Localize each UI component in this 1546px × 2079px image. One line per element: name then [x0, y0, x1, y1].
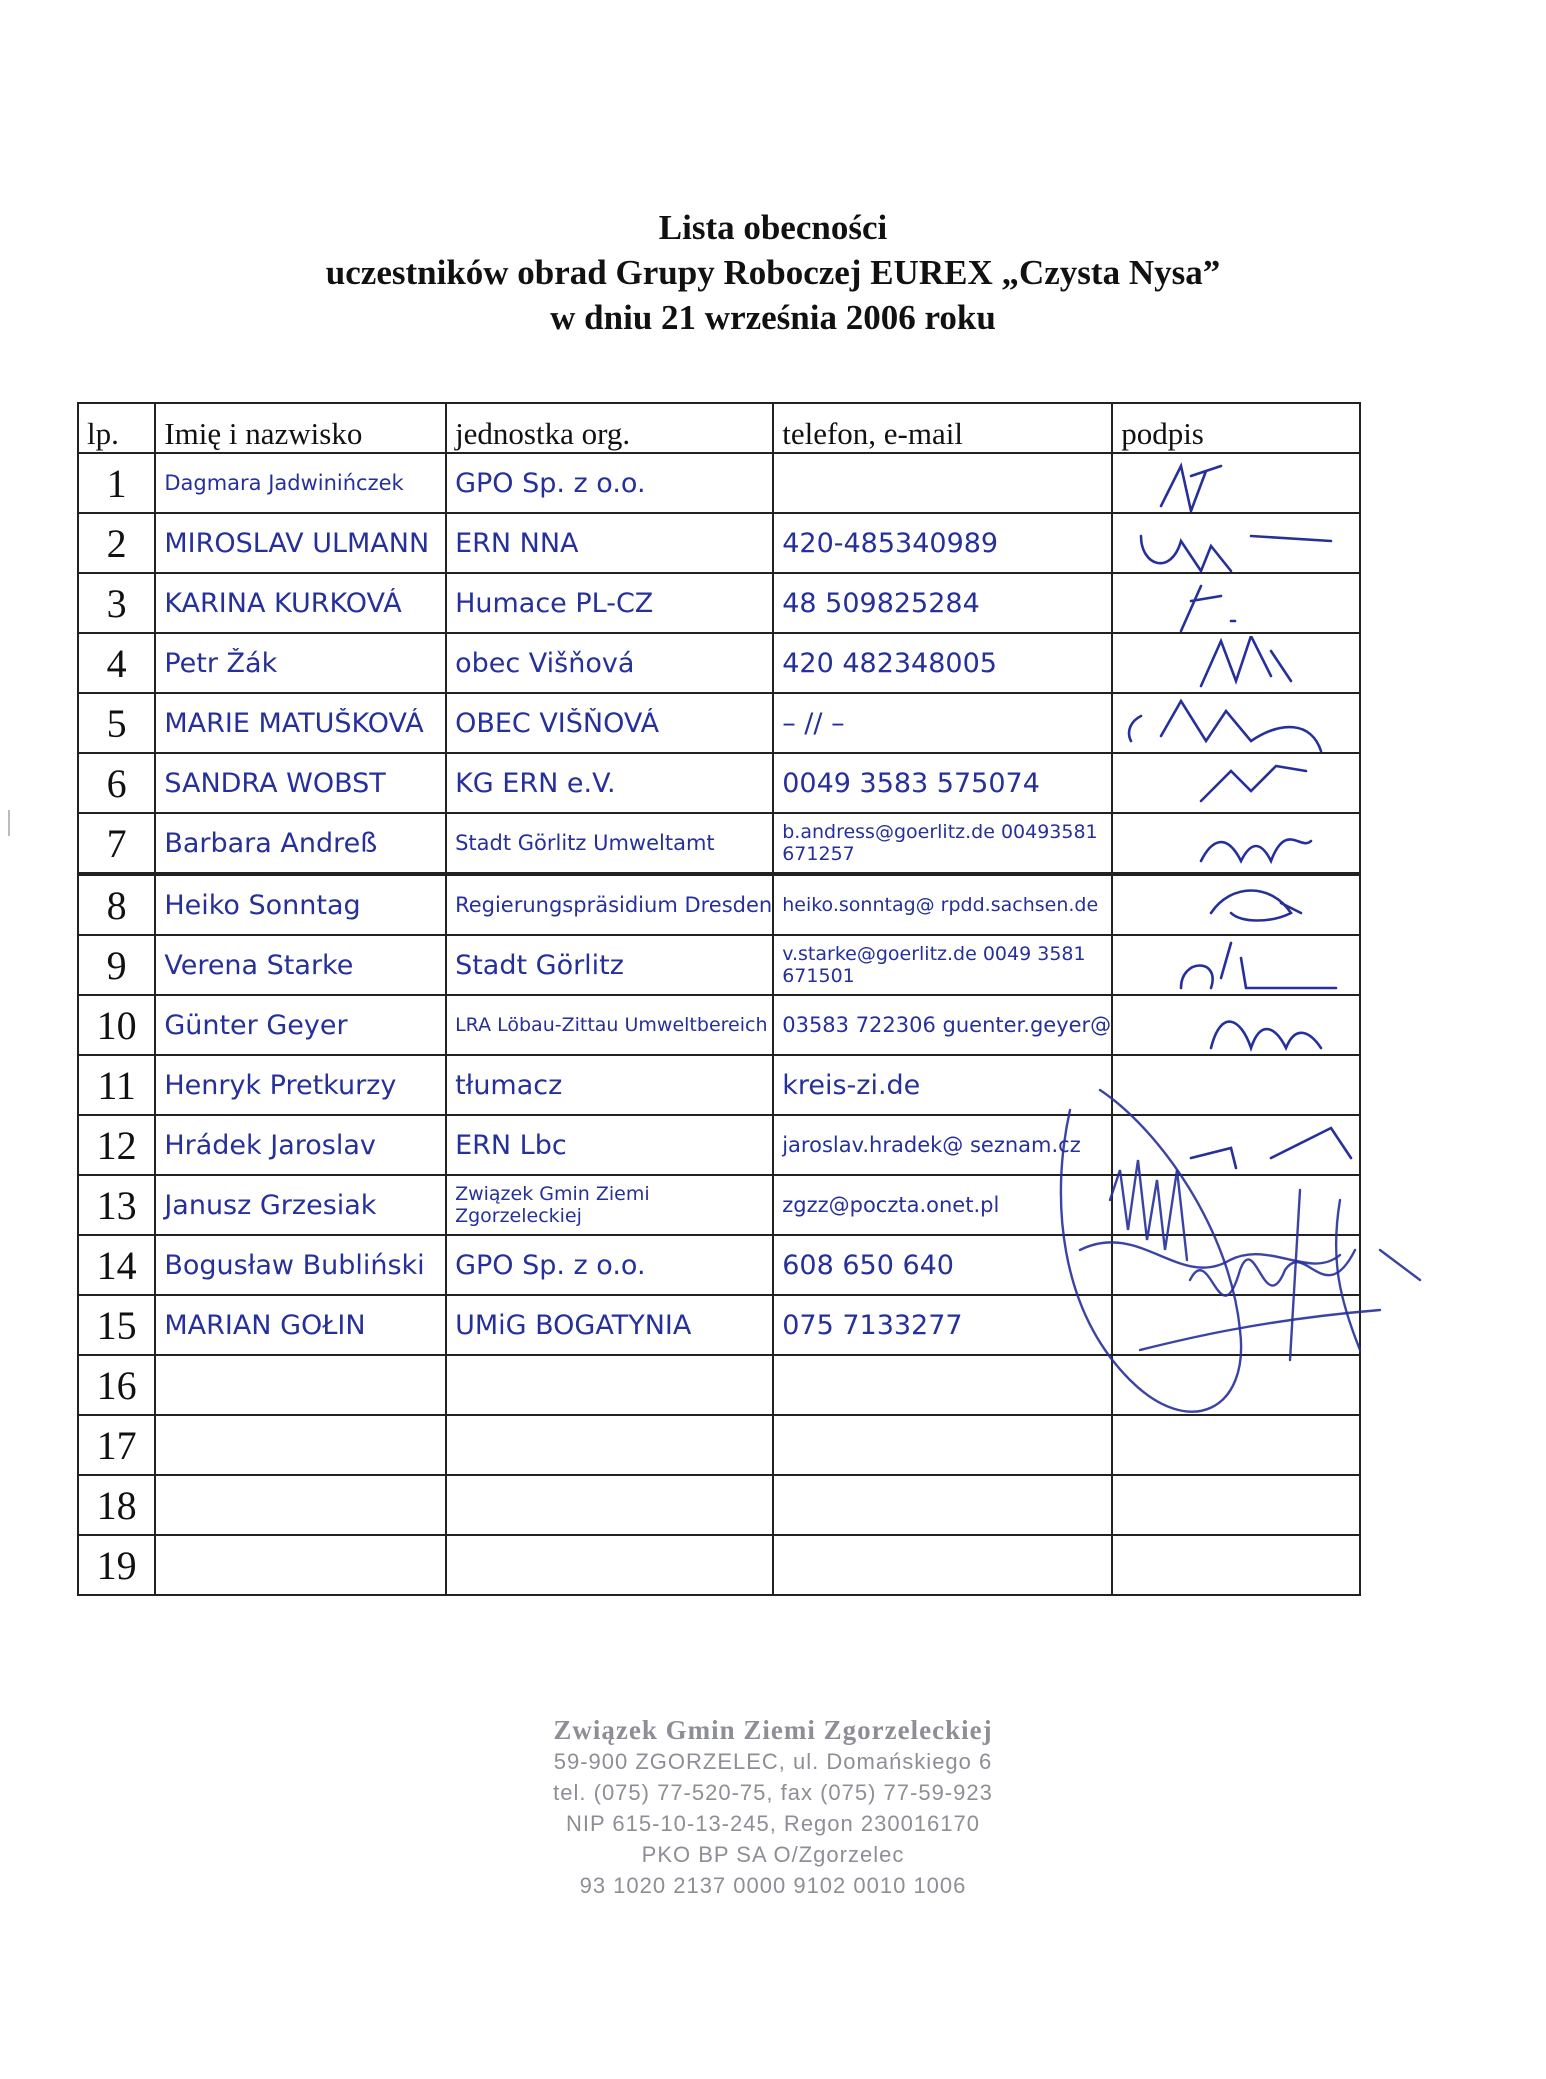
- header-lp: lp.: [78, 403, 155, 453]
- contact-info: b.andress@goerlitz.de 00493581 671257: [782, 821, 1098, 865]
- participant-name-cell: [155, 1475, 446, 1535]
- row-number: 1: [106, 460, 127, 506]
- organization-unit-cell: [446, 1295, 773, 1355]
- row-number-cell: [78, 995, 155, 1055]
- signature-cell: [1112, 453, 1360, 513]
- handwritten-signature: [1121, 696, 1411, 752]
- row-number: 13: [96, 1182, 137, 1228]
- row-number-cell: [78, 1235, 155, 1295]
- participant-name-cell: [155, 935, 446, 995]
- row-number: 14: [96, 1242, 137, 1288]
- contact-info: 0049 3583 575074: [782, 767, 1040, 799]
- row-number-cell: [78, 874, 155, 935]
- contact-info: 608 650 640: [782, 1249, 954, 1281]
- handwritten-signature: [1121, 636, 1411, 692]
- row-number: 10: [96, 1002, 137, 1048]
- table-row: [78, 513, 1360, 573]
- row-number: 11: [97, 1062, 136, 1108]
- participant-name-cell: [155, 513, 446, 573]
- table-row: [78, 935, 1360, 995]
- organization-unit: OBEC VIŠŇOVÁ: [455, 707, 660, 739]
- participant-name-cell: [155, 1115, 446, 1175]
- row-number: 18: [96, 1482, 137, 1528]
- signature-cell: [1112, 633, 1360, 693]
- handwritten-signature: [1121, 878, 1411, 934]
- row-number-cell: [78, 813, 155, 874]
- contact-info-cell: [773, 874, 1112, 935]
- row-number-cell: [78, 1415, 155, 1475]
- stamp-phone: tel. (075) 77-520-75, fax (075) 77-59-923: [553, 1780, 993, 1805]
- organization-unit-cell: [446, 513, 773, 573]
- participant-name: Barbara Andreß: [164, 827, 378, 859]
- organization-unit-cell: [446, 1175, 773, 1235]
- organization-unit: LRA Löbau-Zittau Umweltbereich: [455, 1014, 768, 1036]
- contact-info: jaroslav.hradek@ seznam.cz: [782, 1133, 1081, 1157]
- organization-unit-cell: [446, 1055, 773, 1115]
- organization-unit-cell: [446, 1235, 773, 1295]
- row-number: 17: [96, 1422, 137, 1468]
- contact-info-cell: [773, 995, 1112, 1055]
- table-row: [78, 995, 1360, 1055]
- participant-name-cell: [155, 813, 446, 874]
- participant-name: MARIAN GOŁIN: [164, 1309, 366, 1341]
- organization-unit: Związek Gmin Ziemi Zgorzeleckiej: [455, 1183, 650, 1227]
- handwritten-signature: [1121, 576, 1411, 632]
- document-title: [0, 205, 1546, 340]
- title-line-2: uczestników obrad Grupy Roboczej EUREX „Czysta Nysa”: [325, 253, 1221, 292]
- row-number-cell: [78, 1475, 155, 1535]
- participant-name-cell: [155, 633, 446, 693]
- organization-stamp: [0, 1715, 1546, 1901]
- participant-name: Janusz Grzesiak: [164, 1189, 377, 1221]
- row-number: 6: [106, 760, 127, 806]
- organization-unit: Stadt Görlitz Umweltamt: [455, 831, 715, 855]
- signature-cell: [1112, 753, 1360, 813]
- participant-name: Petr Žák: [164, 647, 278, 679]
- organization-unit: Regierungspräsidium Dresden: [455, 893, 773, 917]
- participant-name: Günter Geyer: [164, 1009, 348, 1041]
- handwritten-signature: [1121, 998, 1411, 1054]
- contact-info-cell: [773, 573, 1112, 633]
- handwritten-signature: [1121, 756, 1411, 812]
- participant-name-cell: [155, 1295, 446, 1355]
- contact-info-cell: [773, 633, 1112, 693]
- row-number-cell: [78, 1355, 155, 1415]
- table-row: [78, 753, 1360, 813]
- row-number: 12: [96, 1122, 137, 1168]
- contact-info: v.starke@goerlitz.de 0049 3581 671501: [782, 943, 1086, 987]
- signature-cell: [1112, 693, 1360, 753]
- table-row: [78, 1535, 1360, 1595]
- organization-unit-cell: [446, 633, 773, 693]
- organization-unit-cell: [446, 874, 773, 935]
- organization-unit: UMiG BOGATYNIA: [455, 1309, 692, 1341]
- contact-info: zgzz@poczta.onet.pl: [782, 1193, 1000, 1217]
- row-number: 16: [96, 1362, 137, 1408]
- organization-unit-cell: [446, 813, 773, 874]
- handwritten-signature: [1121, 516, 1411, 572]
- organization-unit-cell: [446, 1415, 773, 1475]
- table-row: [78, 874, 1360, 935]
- row-number: 2: [106, 520, 127, 566]
- table-row: [78, 633, 1360, 693]
- organization-unit: KG ERN e.V.: [455, 767, 616, 799]
- stamp-account: 93 1020 2137 0000 9102 0010 1006: [579, 1873, 967, 1898]
- participant-name: Bogusław Bubliński: [164, 1249, 425, 1281]
- participant-name-cell: [155, 1055, 446, 1115]
- organization-unit-cell: [446, 1535, 773, 1595]
- contact-info: 075 7133277: [782, 1309, 963, 1341]
- row-number: 5: [106, 700, 127, 746]
- contact-info-cell: [773, 693, 1112, 753]
- contact-info: 420-485340989: [782, 527, 999, 559]
- contact-info-cell: [773, 1475, 1112, 1535]
- table-row: [78, 813, 1360, 874]
- signature-cell: [1112, 995, 1360, 1055]
- participant-name: SANDRA WOBST: [164, 767, 386, 799]
- row-number-cell: [78, 573, 155, 633]
- row-number-cell: [78, 1295, 155, 1355]
- participant-name-cell: [155, 453, 446, 513]
- organization-unit-cell: [446, 453, 773, 513]
- row-number-cell: [78, 1115, 155, 1175]
- contact-info: heiko.sonntag@ rpdd.sachsen.de: [782, 894, 1099, 916]
- header-org: jednostka org.: [446, 403, 773, 453]
- participant-name-cell: [155, 1535, 446, 1595]
- organization-unit-cell: [446, 693, 773, 753]
- signature-cell: [1112, 573, 1360, 633]
- stamp-org-name: Związek Gmin Ziemi Zgorzeleckiej: [553, 1715, 993, 1745]
- row-number-cell: [78, 753, 155, 813]
- contact-info-cell: [773, 935, 1112, 995]
- organization-unit: GPO Sp. z o.o.: [455, 1249, 646, 1281]
- contact-info-cell: [773, 753, 1112, 813]
- signature-cell: [1112, 1535, 1360, 1595]
- row-number: 7: [106, 820, 127, 866]
- row-number: 8: [106, 882, 127, 928]
- row-number: 4: [106, 640, 127, 686]
- participant-name-cell: [155, 753, 446, 813]
- title-line-3: w dniu 21 września 2006 roku: [550, 298, 996, 337]
- contact-info: 48 509825284: [782, 587, 980, 619]
- organization-unit-cell: [446, 995, 773, 1055]
- table-row: [78, 1475, 1360, 1535]
- header-signature: podpis: [1112, 403, 1360, 453]
- signature-cell: [1112, 935, 1360, 995]
- table-row: [78, 453, 1360, 513]
- contact-info-cell: [773, 1535, 1112, 1595]
- contact-info-cell: [773, 813, 1112, 874]
- participant-name-cell: [155, 1415, 446, 1475]
- handwritten-signature: [1121, 938, 1411, 994]
- row-number-cell: [78, 693, 155, 753]
- organization-unit: tłumacz: [455, 1069, 563, 1101]
- participant-name: Verena Starke: [164, 949, 354, 981]
- participant-name-cell: [155, 573, 446, 633]
- participant-name-cell: [155, 1175, 446, 1235]
- contact-info: 420 482348005: [782, 647, 997, 679]
- participant-name: Henryk Pretkurzy: [164, 1069, 397, 1101]
- row-number: 15: [96, 1302, 137, 1348]
- table-header-row: [78, 403, 1360, 453]
- organization-unit: GPO Sp. z o.o.: [455, 467, 646, 499]
- participant-name-cell: [155, 995, 446, 1055]
- organization-unit-cell: [446, 753, 773, 813]
- row-number-cell: [78, 513, 155, 573]
- contact-info: kreis-zi.de: [782, 1069, 921, 1101]
- scan-edge-mark: [8, 810, 16, 836]
- contact-info-cell: [773, 513, 1112, 573]
- organization-unit-cell: [446, 935, 773, 995]
- organization-unit-cell: [446, 573, 773, 633]
- contact-info: 03583 722306 guenter.geyer@: [782, 1013, 1112, 1037]
- row-number: 3: [106, 580, 127, 626]
- overlapping-signatures: [1040, 1050, 1480, 1470]
- organization-unit-cell: [446, 1475, 773, 1535]
- organization-unit: Stadt Görlitz: [455, 949, 624, 981]
- row-number-cell: [78, 453, 155, 513]
- row-number: 19: [96, 1542, 137, 1588]
- row-number-cell: [78, 1535, 155, 1595]
- title-line-1: Lista obecności: [658, 208, 888, 247]
- stamp-nip: NIP 615-10-13-245, Regon 230016170: [565, 1811, 980, 1836]
- stamp-bank: PKO BP SA O/Zgorzelec: [641, 1842, 905, 1867]
- signature-cell: [1112, 874, 1360, 935]
- participant-name-cell: [155, 1355, 446, 1415]
- organization-unit: ERN Lbc: [455, 1129, 567, 1161]
- participant-name: Hrádek Jaroslav: [164, 1129, 376, 1161]
- organization-unit-cell: [446, 1355, 773, 1415]
- row-number: 9: [106, 942, 127, 988]
- participant-name: MIROSLAV ULMANN: [164, 527, 430, 559]
- participant-name: KARINA KURKOVÁ: [164, 587, 402, 619]
- signature-cell: [1112, 1475, 1360, 1535]
- participant-name-cell: [155, 1235, 446, 1295]
- header-contact: telefon, e-mail: [773, 403, 1112, 453]
- stamp-address: 59-900 ZGORZELEC, ul. Domańskiego 6: [553, 1749, 993, 1774]
- contact-info-cell: [773, 453, 1112, 513]
- row-number-cell: [78, 935, 155, 995]
- participant-name: Dagmara Jadwinińczek: [164, 471, 404, 495]
- organization-unit: obec Višňová: [455, 647, 635, 679]
- participant-name-cell: [155, 874, 446, 935]
- row-number-cell: [78, 1175, 155, 1235]
- signature-cell: [1112, 513, 1360, 573]
- row-number-cell: [78, 1055, 155, 1115]
- contact-info: – // –: [782, 707, 845, 739]
- participant-name: MARIE MATUŠKOVÁ: [164, 707, 424, 739]
- header-name: Imię i nazwisko: [155, 403, 446, 453]
- participant-name: Heiko Sonntag: [164, 889, 361, 921]
- organization-unit-cell: [446, 1115, 773, 1175]
- table-row: [78, 573, 1360, 633]
- handwritten-signature: [1121, 816, 1411, 872]
- table-row: [78, 693, 1360, 753]
- handwritten-signature: [1121, 456, 1411, 512]
- organization-unit: ERN NNA: [455, 527, 579, 559]
- participant-name-cell: [155, 693, 446, 753]
- signature-cell: [1112, 813, 1360, 874]
- organization-unit: Humace PL-CZ: [455, 587, 654, 619]
- row-number-cell: [78, 633, 155, 693]
